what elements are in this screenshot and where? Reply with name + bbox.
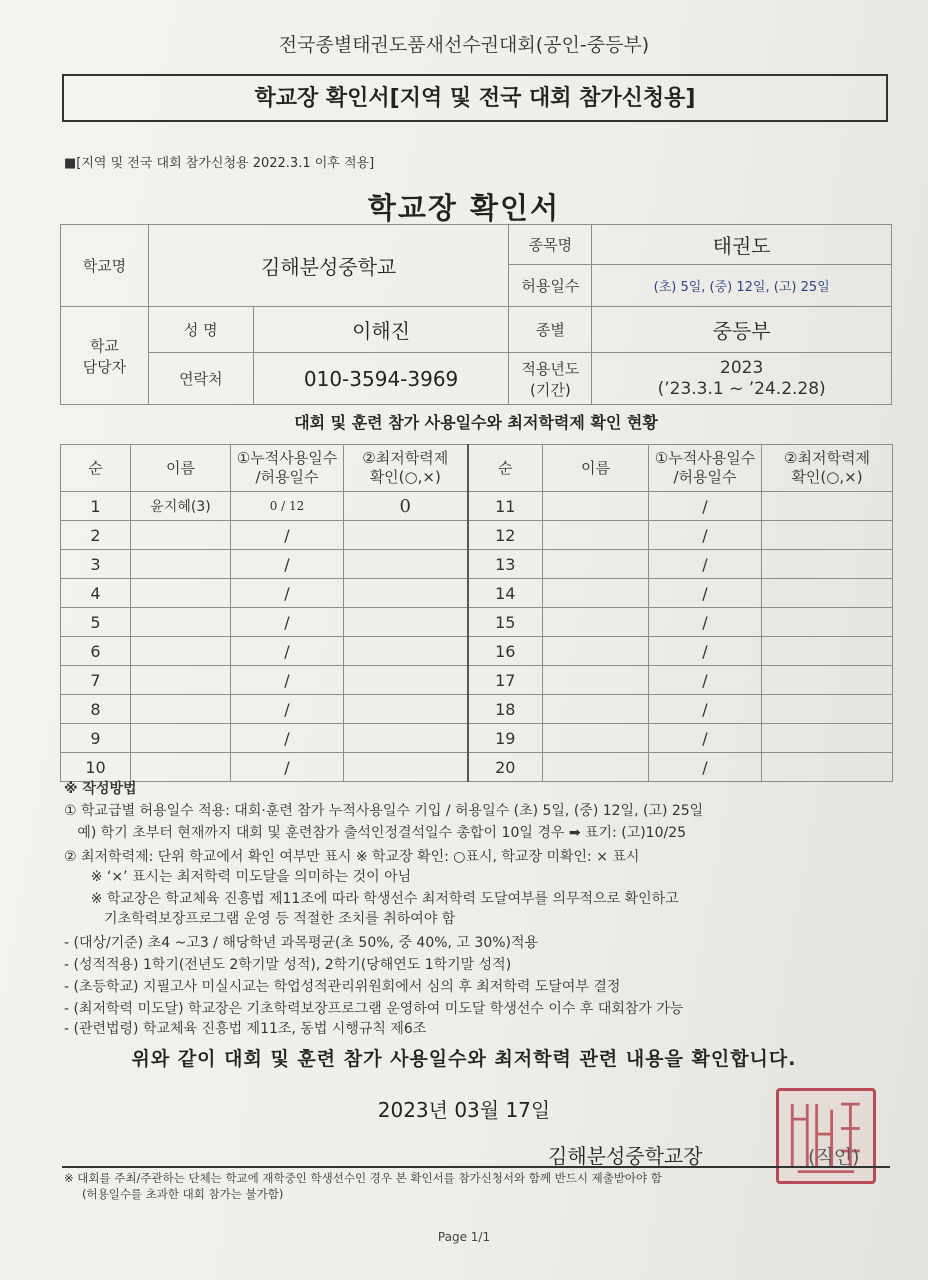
table-row [61, 521, 893, 550]
row-check-2 [762, 579, 893, 608]
row-name-2 [543, 724, 649, 753]
row-name [131, 695, 231, 724]
row-no-2: 16 [468, 637, 543, 666]
row-check-2 [762, 666, 893, 695]
row-name-2 [543, 666, 649, 695]
method-line: ※ 학교장은 학교체육 진흥법 제11조에 따라 학생선수 최저학력 도달여부를 의무적으로 확인하고 [64, 891, 679, 907]
table-row [61, 724, 893, 753]
row-days: / [231, 724, 344, 753]
row-days-2: / [649, 550, 762, 579]
method-line: ※ ‘×’ 표시는 최저학력 미도달을 의미하는 것이 아님 [64, 869, 412, 885]
days-label: 허용일수 [509, 265, 592, 307]
page-number: Page 1/1 [437, 1230, 491, 1244]
row-days: / [231, 666, 344, 695]
row-no-2: 12 [468, 521, 543, 550]
method-line: - (대상/기준) 초4 ~고3 / 해당학년 과목평균(초 50%, 중 40%, 고 30%)적용 [64, 935, 539, 951]
row-name [131, 608, 231, 637]
row-check [344, 724, 468, 753]
row-no-2: 14 [468, 579, 543, 608]
row-days: / [231, 550, 344, 579]
period-label-line2: (기간) [530, 380, 571, 399]
row-days-2: / [649, 637, 762, 666]
row-no: 4 [61, 579, 131, 608]
class-label: 종별 [509, 307, 592, 353]
method-line: - (최저학력 미도달) 학교장은 기초학력보장프로그램 운영하여 미도달 학생선수 이수 후 대회참가 가능 [64, 1001, 684, 1017]
event-value: 태권도 [592, 225, 892, 265]
row-check-2 [762, 724, 893, 753]
row-days: / [231, 521, 344, 550]
col-name: 이름 [131, 445, 231, 492]
row-check [344, 637, 468, 666]
row-check: 0 [344, 492, 468, 521]
col-days-line1: ①누적사용일수 [236, 449, 338, 467]
row-check [344, 753, 468, 782]
row-name [131, 666, 231, 695]
method-line: 예) 학기 초부터 현재까지 대회 및 훈련참가 출석인정결석일수 총합이 10일 경우 ➡ 표기: (고)10/25 [64, 825, 687, 841]
table-row [61, 753, 893, 782]
row-name: 윤지혜(3) [131, 492, 231, 521]
table-row [61, 608, 893, 637]
class-value: 중등부 [592, 307, 892, 353]
confirmation-statement: 위와 같이 대회 및 훈련 참가 사용일수와 최저학력 관련 내용을 확인합니다. [131, 1048, 797, 1070]
method-line: ② 최저학력제: 단위 학교에서 확인 여부만 표시 ※ 학교장 확인: ○표시, 학교장 미확인: × 표시 [64, 849, 640, 865]
table-row [61, 550, 893, 579]
row-days: / [231, 579, 344, 608]
row-days: 0 / 12 [231, 492, 344, 521]
col-days-2 [649, 445, 762, 492]
manager-label-line2: 담당자 [82, 357, 127, 376]
row-name-2 [543, 579, 649, 608]
form-title: 학교장 확인서[지역 및 전국 대회 참가신청용] [62, 74, 888, 122]
row-check [344, 695, 468, 724]
col-days2-line2: /허용일수 [673, 468, 737, 486]
row-check-2 [762, 550, 893, 579]
col-no-2: 순 [468, 445, 543, 492]
row-no: 3 [61, 550, 131, 579]
row-name-2 [543, 492, 649, 521]
row-no-2: 15 [468, 608, 543, 637]
row-name [131, 550, 231, 579]
period-range: (’23.3.1 ~ ’24.2.28) [657, 378, 826, 399]
period-year: 2023 [720, 357, 764, 378]
row-check-2 [762, 492, 893, 521]
row-check-2 [762, 753, 893, 782]
col-days [231, 445, 344, 492]
method-title: ※ 작성방법 [64, 781, 137, 797]
name-value: 이해진 [253, 307, 509, 353]
row-no: 5 [61, 608, 131, 637]
row-check-2 [762, 695, 893, 724]
table-row [61, 579, 893, 608]
row-no-2: 18 [468, 695, 543, 724]
col-min-2 [762, 445, 893, 492]
row-check-2 [762, 608, 893, 637]
row-name [131, 724, 231, 753]
col-min [344, 445, 468, 492]
table-row [61, 637, 893, 666]
row-check [344, 521, 468, 550]
row-no-2: 13 [468, 550, 543, 579]
school-label: 학교명 [61, 225, 149, 307]
row-check [344, 550, 468, 579]
row-no: 6 [61, 637, 131, 666]
row-days-2: / [649, 492, 762, 521]
period-label-line1: 적용년도 [521, 359, 580, 378]
method-line: - (관련법령) 학교체육 진흥법 제11조, 동법 시행규칙 제6조 [64, 1021, 427, 1037]
manager-label [61, 307, 149, 405]
row-name-2 [543, 608, 649, 637]
seal-mark-text: (직인) [808, 1146, 860, 1168]
row-no: 1 [61, 492, 131, 521]
row-days-2: / [649, 724, 762, 753]
row-no: 9 [61, 724, 131, 753]
row-no: 2 [61, 521, 131, 550]
table-row [61, 695, 893, 724]
row-check-2 [762, 637, 893, 666]
document-title: 학교장 확인서 [367, 191, 561, 225]
row-days-2: / [649, 579, 762, 608]
competition-title: 전국종별태권도품새선수권대회(공인-중등부) [278, 34, 650, 56]
row-name-2 [543, 637, 649, 666]
row-no-2: 17 [468, 666, 543, 695]
event-label: 종목명 [509, 225, 592, 265]
row-days: / [231, 637, 344, 666]
row-check-2 [762, 521, 893, 550]
info-table [60, 224, 892, 405]
row-no-2: 19 [468, 724, 543, 753]
col-no: 순 [61, 445, 131, 492]
method-line: - (초등학교) 지필고사 미실시교는 학업성적관리위원회에서 심의 후 최저학력 도달여부 결정 [64, 979, 621, 995]
row-no-2: 20 [468, 753, 543, 782]
row-name-2 [543, 521, 649, 550]
official-seal-stamp [776, 1088, 876, 1184]
status-table [60, 444, 893, 782]
col-min-line2: 확인(○,×) [369, 468, 441, 486]
row-check [344, 579, 468, 608]
table-row [61, 492, 893, 521]
col-days-line2: /허용일수 [255, 468, 319, 486]
school-value: 김해분성중학교 [148, 225, 509, 307]
row-name-2 [543, 753, 649, 782]
status-title: 대회 및 훈련 참가 사용일수와 최저학력제 확인 현황 [294, 413, 658, 432]
name-label: 성 명 [148, 307, 253, 353]
row-no: 10 [61, 753, 131, 782]
row-days-2: / [649, 521, 762, 550]
footer-divider [62, 1166, 890, 1168]
col-days2-line1: ①누적사용일수 [654, 449, 756, 467]
col-min-line1: ②최저학력제 [362, 449, 449, 467]
method-line: - (성적적용) 1학기(전년도 2학기말 성적), 2학기(당해연도 1학기말 성적) [64, 957, 512, 973]
row-no: 8 [61, 695, 131, 724]
row-days-2: / [649, 608, 762, 637]
confirmation-date: 2023년 03월 17일 [377, 1098, 551, 1122]
row-check [344, 666, 468, 695]
row-name [131, 753, 231, 782]
row-name-2 [543, 550, 649, 579]
row-no: 7 [61, 666, 131, 695]
footer-note: ※ 대회를 주최/주관하는 단체는 학교에 재학중인 학생선수인 경우 본 확인서를 참가신청서와 함께 반드시 제출받아야 함 [64, 1171, 662, 1185]
row-days-2: / [649, 666, 762, 695]
row-name [131, 579, 231, 608]
applicability-note: ■[지역 및 전국 대회 참가신청용 2022.3.1 이후 적용] [64, 156, 375, 171]
row-name [131, 521, 231, 550]
footer-note-2: (허용일수를 초과한 대회 참가는 불가함) [82, 1187, 284, 1201]
row-days-2: / [649, 753, 762, 782]
col-min2-line1: ②최저학력제 [784, 449, 870, 467]
period-label [509, 353, 592, 405]
status-header-row [61, 445, 893, 492]
row-days: / [231, 608, 344, 637]
row-name-2 [543, 695, 649, 724]
row-no-2: 11 [468, 492, 543, 521]
contact-label: 연락처 [148, 353, 253, 405]
period-value [592, 353, 892, 405]
table-row [61, 666, 893, 695]
days-value: (초) 5일, (중) 12일, (고) 25일 [592, 265, 892, 307]
method-line: 기초학력보장프로그램 운영 등 적절한 조치를 취하여야 함 [64, 911, 456, 927]
manager-label-line1: 학교 [89, 336, 119, 355]
method-line: ① 학교급별 허용일수 적용: 대회·훈련 참가 누적사용일수 기입 / 허용일수 (초) 5일, (중) 12일, (고) 25일 [64, 803, 704, 819]
row-check [344, 608, 468, 637]
row-days-2: / [649, 695, 762, 724]
row-days: / [231, 695, 344, 724]
col-name-2: 이름 [543, 445, 649, 492]
row-days: / [231, 753, 344, 782]
principal-signature: 김해분성중학교장 [548, 1144, 703, 1168]
contact-value: 010-3594-3969 [253, 353, 509, 405]
row-name [131, 637, 231, 666]
col-min2-line2: 확인(○,×) [791, 468, 863, 486]
